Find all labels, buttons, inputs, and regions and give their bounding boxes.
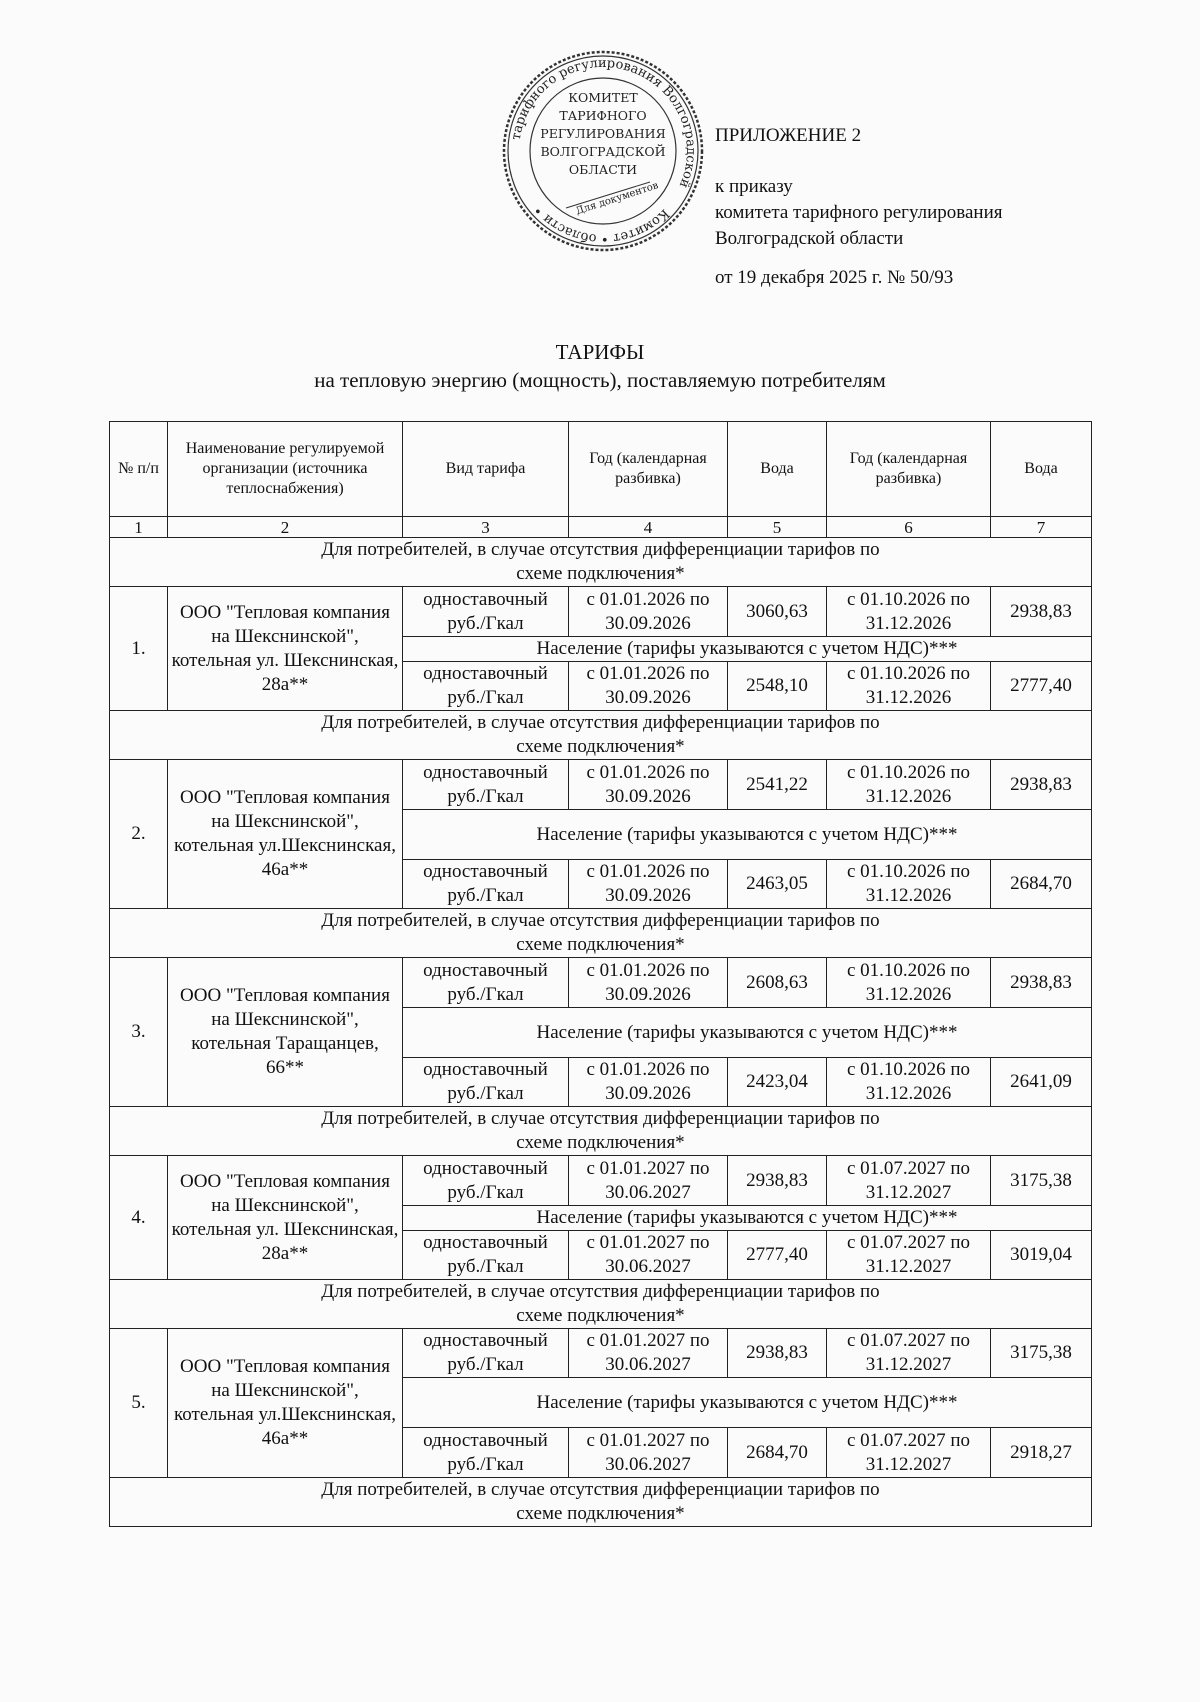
water-tariff-value: 2684,70 xyxy=(991,860,1092,909)
tariff-row xyxy=(110,958,1092,1008)
period-end-cell: с 01.10.2026 по 31.12.2026 xyxy=(827,1058,991,1107)
population-label: Население (тарифы указываются с учетом НДС)*** xyxy=(403,1378,1092,1428)
column-number: 7 xyxy=(991,517,1092,538)
population-label: Население (тарифы указываются с учетом НДС)*** xyxy=(403,810,1092,860)
period-start-cell: с 01.01.2027 по 30.06.2027 xyxy=(569,1231,728,1280)
stamp-ring-top-text: тарифного регулирования Волгоградской xyxy=(508,55,699,191)
period-end-cell: с 01.10.2026 по 31.12.2026 xyxy=(827,860,991,909)
period-end-cell: с 01.07.2027 по 31.12.2027 xyxy=(827,1428,991,1478)
tariff-type-cell: одноставочный руб./Гкал xyxy=(403,860,569,909)
organization-name: ООО "Тепловая компания на Шекснинской", котельная ул. Шекснинская, 28а** xyxy=(168,587,403,711)
stamp-center-line: КОМИТЕТ xyxy=(568,90,638,105)
organization-name: ООО "Тепловая компания на Шекснинской", котельная Таращанцев, 66** xyxy=(168,958,403,1107)
tariff-type-cell: одноставочный руб./Гкал xyxy=(403,760,569,810)
tariff-type-cell: одноставочный руб./Гкал xyxy=(403,958,569,1008)
tariff-type-cell: одноставочный руб./Гкал xyxy=(403,587,569,637)
row-number: 4. xyxy=(110,1156,168,1280)
column-number: 4 xyxy=(569,517,728,538)
period-end-cell: с 01.07.2027 по 31.12.2027 xyxy=(827,1329,991,1378)
water-tariff-value: 2938,83 xyxy=(728,1156,827,1206)
section-label: Для потребителей, в случае отсутствия дифференциации тарифов по схеме подключения* xyxy=(110,1478,1092,1527)
water-tariff-value: 2608,63 xyxy=(728,958,827,1008)
order-ref-line-1: к приказу xyxy=(715,176,793,197)
tariff-table-body xyxy=(110,538,1092,1527)
water-tariff-value: 2777,40 xyxy=(991,662,1092,711)
period-start-cell: с 01.01.2026 по 30.09.2026 xyxy=(569,958,728,1008)
water-tariff-value: 2641,09 xyxy=(991,1058,1092,1107)
period-start-cell: с 01.01.2027 по 30.06.2027 xyxy=(569,1428,728,1478)
water-tariff-value: 2938,83 xyxy=(991,587,1092,637)
column-number: 3 xyxy=(403,517,569,538)
population-label: Население (тарифы указываются с учетом НДС)*** xyxy=(403,1206,1092,1231)
population-label: Население (тарифы указываются с учетом НДС)*** xyxy=(403,637,1092,662)
column-header: Наименование регулируемой организации (источника теплоснабжения) xyxy=(168,422,403,517)
stamp-center-line: РЕГУЛИРОВАНИЯ xyxy=(540,126,666,141)
tariff-table xyxy=(109,421,1092,1527)
period-end-cell: с 01.10.2026 по 31.12.2026 xyxy=(827,760,991,810)
water-tariff-value: 2548,10 xyxy=(728,662,827,711)
tariff-row xyxy=(110,1329,1092,1378)
tariff-row xyxy=(110,1156,1092,1206)
water-tariff-value: 2684,70 xyxy=(728,1428,827,1478)
column-header: № п/п xyxy=(110,422,168,517)
tariff-type-cell: одноставочный руб./Гкал xyxy=(403,1231,569,1280)
period-start-cell: с 01.01.2026 по 30.09.2026 xyxy=(569,662,728,711)
document-title: ТАРИФЫ xyxy=(555,340,645,364)
stamp-ring-bottom-text: Комитет • области • xyxy=(530,202,672,247)
period-start-cell: с 01.01.2026 по 30.09.2026 xyxy=(569,587,728,637)
section-label: Для потребителей, в случае отсутствия дифференциации тарифов по схеме подключения* xyxy=(110,711,1092,760)
organization-name: ООО "Тепловая компания на Шекснинской", котельная ул. Шекснинская, 28а** xyxy=(168,1156,403,1280)
period-end-cell: с 01.07.2027 по 31.12.2027 xyxy=(827,1231,991,1280)
stamp-center-line: ТАРИФНОГО xyxy=(559,108,647,123)
tariff-type-cell: одноставочный руб./Гкал xyxy=(403,1058,569,1107)
period-end-cell: с 01.07.2027 по 31.12.2027 xyxy=(827,1156,991,1206)
water-tariff-value: 2918,27 xyxy=(991,1428,1092,1478)
row-number: 1. xyxy=(110,587,168,711)
tariff-type-cell: одноставочный руб./Гкал xyxy=(403,662,569,711)
section-header-row xyxy=(110,538,1092,587)
appendix-label: ПРИЛОЖЕНИЕ 2 xyxy=(715,125,862,146)
column-header: Год (календарная разбивка) xyxy=(569,422,728,517)
water-tariff-value: 3175,38 xyxy=(991,1329,1092,1378)
document-subtitle: на тепловую энергию (мощность), поставляемую потребителям xyxy=(314,368,886,392)
column-header: Год (календарная разбивка) xyxy=(827,422,991,517)
water-tariff-value: 2463,05 xyxy=(728,860,827,909)
column-header: Вода xyxy=(991,422,1092,517)
column-number: 5 xyxy=(728,517,827,538)
section-label: Для потребителей, в случае отсутствия дифференциации тарифов по схеме подключения* xyxy=(110,1280,1092,1329)
table-header-row xyxy=(110,422,1092,517)
water-tariff-value: 2938,83 xyxy=(991,958,1092,1008)
period-start-cell: с 01.01.2027 по 30.06.2027 xyxy=(569,1156,728,1206)
tariff-type-cell: одноставочный руб./Гкал xyxy=(403,1428,569,1478)
section-label: Для потребителей, в случае отсутствия дифференциации тарифов по схеме подключения* xyxy=(110,538,1092,587)
organization-name: ООО "Тепловая компания на Шекснинской", котельная ул.Шекснинская, 46а** xyxy=(168,1329,403,1478)
tariff-row xyxy=(110,760,1092,810)
stamp-note: Для документов xyxy=(574,180,660,218)
row-number: 3. xyxy=(110,958,168,1107)
official-stamp-seal xyxy=(500,48,706,254)
order-date-number: от 19 декабря 2025 г. № 50/93 xyxy=(715,267,954,288)
column-header: Вид тарифа xyxy=(403,422,569,517)
column-number-row xyxy=(110,517,1092,538)
stamp-center-line: ВОЛГОГРАДСКОЙ xyxy=(540,144,666,159)
population-label: Население (тарифы указываются с учетом НДС)*** xyxy=(403,1008,1092,1058)
period-start-cell: с 01.01.2026 по 30.09.2026 xyxy=(569,760,728,810)
column-number: 1 xyxy=(110,517,168,538)
water-tariff-value: 2541,22 xyxy=(728,760,827,810)
section-header-row xyxy=(110,711,1092,760)
water-tariff-value: 3019,04 xyxy=(991,1231,1092,1280)
period-start-cell: с 01.01.2026 по 30.09.2026 xyxy=(569,860,728,909)
section-label: Для потребителей, в случае отсутствия дифференциации тарифов по схеме подключения* xyxy=(110,1107,1092,1156)
period-end-cell: с 01.10.2026 по 31.12.2026 xyxy=(827,587,991,637)
period-end-cell: с 01.10.2026 по 31.12.2026 xyxy=(827,662,991,711)
tariff-type-cell: одноставочный руб./Гкал xyxy=(403,1156,569,1206)
section-label: Для потребителей, в случае отсутствия дифференциации тарифов по схеме подключения* xyxy=(110,909,1092,958)
section-header-row xyxy=(110,1280,1092,1329)
order-ref-line-3: Волгоградской области xyxy=(715,228,904,249)
order-ref-line-2: комитета тарифного регулирования xyxy=(715,202,1003,223)
stamp-center-line: ОБЛАСТИ xyxy=(568,162,638,177)
water-tariff-value: 3060,63 xyxy=(728,587,827,637)
section-header-row xyxy=(110,1478,1092,1527)
water-tariff-value: 2938,83 xyxy=(991,760,1092,810)
tariff-type-cell: одноставочный руб./Гкал xyxy=(403,1329,569,1378)
column-header: Вода xyxy=(728,422,827,517)
section-header-row xyxy=(110,909,1092,958)
period-start-cell: с 01.01.2027 по 30.06.2027 xyxy=(569,1329,728,1378)
row-number: 2. xyxy=(110,760,168,909)
column-number: 6 xyxy=(827,517,991,538)
water-tariff-value: 2938,83 xyxy=(728,1329,827,1378)
period-start-cell: с 01.01.2026 по 30.09.2026 xyxy=(569,1058,728,1107)
water-tariff-value: 2777,40 xyxy=(728,1231,827,1280)
water-tariff-value: 2423,04 xyxy=(728,1058,827,1107)
tariff-row xyxy=(110,587,1092,637)
column-number: 2 xyxy=(168,517,403,538)
section-header-row xyxy=(110,1107,1092,1156)
period-end-cell: с 01.10.2026 по 31.12.2026 xyxy=(827,958,991,1008)
organization-name: ООО "Тепловая компания на Шекснинской", котельная ул.Шекснинская, 46а** xyxy=(168,760,403,909)
row-number: 5. xyxy=(110,1329,168,1478)
water-tariff-value: 3175,38 xyxy=(991,1156,1092,1206)
